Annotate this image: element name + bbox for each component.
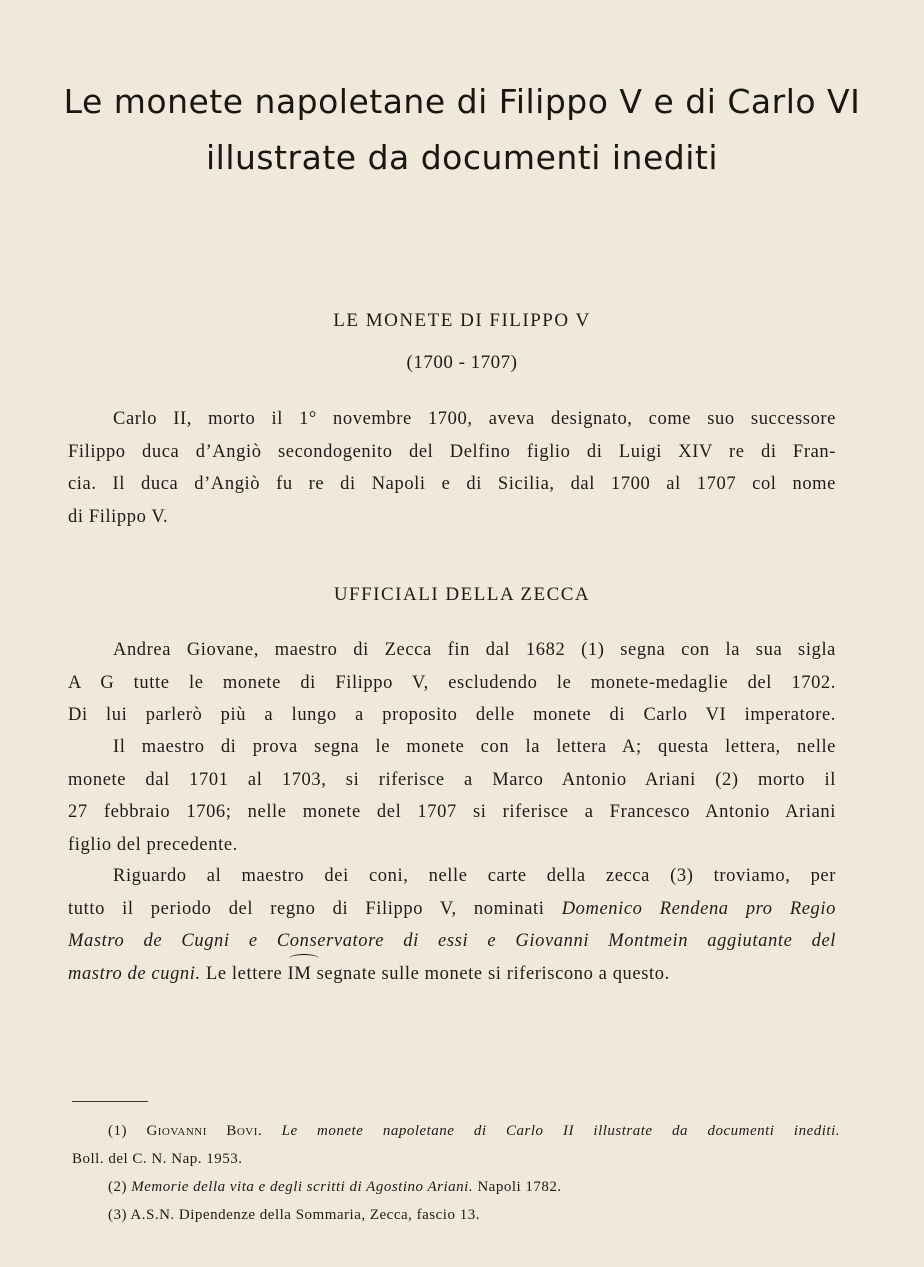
footnote-number: (1)	[108, 1123, 147, 1139]
text-line: Filippo duca d’Angiò secondogenito del Delfino figlio di Luigi XIV re di Fran-	[68, 441, 836, 462]
footnote-2	[72, 1173, 840, 1201]
text-line: 27 febbraio 1706; nelle monete del 1707 si riferisce a Francesco Antonio Ariani	[68, 802, 836, 822]
footnote-work: Memorie della vita e degli scritti di Agostino Ariani.	[131, 1179, 474, 1195]
text-line: cia. Il duca d’Angiò fu re di Napoli e di Sicilia, dal 1700 al 1707 col nome	[68, 474, 836, 494]
monogram-arc-mark	[289, 954, 319, 963]
footnote-rest: Napoli 1782.	[473, 1179, 562, 1195]
page-title-line-1: Le monete napoletane di Filippo V e di Carlo VI	[63, 82, 861, 121]
monogram-letters: IM	[287, 963, 312, 984]
page-title-line-2: illustrate da documenti inediti	[206, 138, 718, 177]
italic-line: Mastro de Cugni e Conservatore di essi e Giovanni Montmein aggiutante del	[68, 931, 836, 951]
text-line	[68, 958, 836, 991]
footnote-author: Giovanni Bovi.	[146, 1123, 263, 1139]
text-line: Carlo II, morto il 1° novembre 1700, aveva designato, come suo successore	[113, 409, 836, 429]
section-heading-ufficiali: UFFICIALI DELLA ZECCA	[333, 584, 591, 605]
text-line	[68, 893, 836, 926]
footnote-1-cont: Boll. del C. N. Nap. 1953.	[72, 1151, 243, 1167]
text-line: Riguardo al maestro dei coni, nelle carte della zecca (3) troviamo, per	[113, 866, 836, 886]
text-line: A G tutte le monete di Filippo V, escludendo le monete-medaglie del 1702.	[68, 672, 836, 693]
section-dates: (1700 - 1707)	[406, 352, 518, 373]
footnote-1	[72, 1117, 840, 1145]
text-segment: tutto il periodo del regno di Filippo V, nominati	[68, 898, 562, 919]
text-line: Di lui parlerò più a lungo a proposito delle monete di Carlo VI imperatore.	[68, 705, 836, 725]
paragraph-giovane	[68, 634, 836, 732]
footnote-work: Le monete napoletane di Carlo II illustrate da documenti inediti.	[281, 1123, 840, 1139]
text-line: Andrea Giovane, maestro di Zecca fin dal 1682 (1) segna con la sua sigla	[113, 640, 836, 660]
paragraph-intro	[68, 403, 836, 533]
section-heading-filippo: LE MONETE DI FILIPPO V	[333, 310, 591, 331]
footnote-divider	[72, 1101, 148, 1102]
footnote-number: (2)	[108, 1179, 132, 1195]
footnotes	[72, 1117, 840, 1229]
monogram-im	[288, 958, 312, 991]
text-line: figlio del precedente.	[68, 834, 238, 855]
italic-segment: Domenico Rendena pro Regio	[561, 898, 836, 919]
text-line: di Filippo V.	[68, 506, 169, 527]
text-segment: segnate sulle monete si riferiscono a questo.	[311, 963, 670, 984]
footnote-3: (3) A.S.N. Dipendenze della Sommaria, Zecca, fascio 13.	[108, 1207, 480, 1223]
paragraph-maestro-coni	[68, 860, 836, 990]
text-segment: Le lettere	[200, 963, 288, 984]
paragraph-maestro-prova	[68, 731, 836, 861]
italic-segment: mastro de cugni.	[68, 963, 201, 984]
text-line: Il maestro di prova segna le monete con la lettera A; questa lettera, nelle	[113, 737, 836, 757]
text-line: monete dal 1701 al 1703, si riferisce a Marco Antonio Ariani (2) morto il	[68, 769, 836, 790]
